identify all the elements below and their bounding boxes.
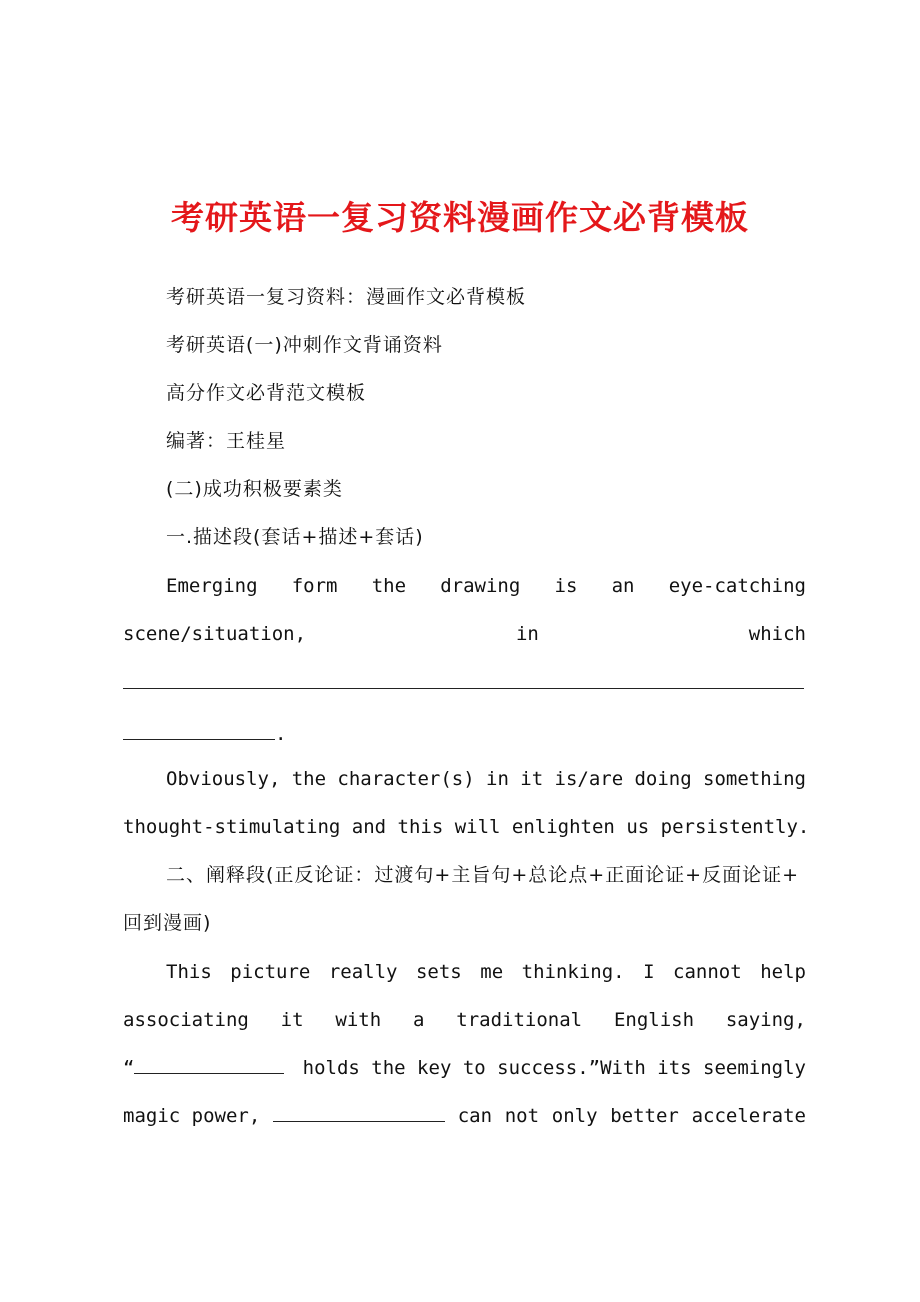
section-1-paragraph-1-line-2 — [123, 619, 806, 649]
word: doing — [634, 768, 692, 790]
section-1-paragraph-1-line-1 — [166, 571, 806, 601]
word: something — [703, 768, 806, 790]
word: not — [504, 1105, 540, 1127]
word: drawing — [440, 575, 521, 597]
line-text: holds the key to success.”With its seemingly — [302, 1057, 806, 1079]
word: This — [166, 961, 212, 983]
word: the — [291, 768, 327, 790]
word: in — [515, 623, 539, 645]
word: scene/situation, — [123, 623, 307, 645]
section-2-paragraph-1-line-2 — [123, 1005, 806, 1035]
section-1-paragraph-2-line-2: thought-stimulating and this will enlighten us persistently. — [123, 816, 810, 838]
section-2-paragraph-1-line-3 — [123, 1053, 806, 1083]
word: in — [486, 768, 509, 790]
intro-line-3: 高分作文必背范文模板 — [166, 382, 367, 404]
word: only — [551, 1105, 598, 1127]
word: picture — [230, 961, 311, 983]
category-heading: (二)成功积极要素类 — [166, 478, 343, 500]
word: Obviously, — [166, 768, 281, 790]
word: form — [291, 575, 338, 597]
fill-in-blank — [273, 1101, 445, 1122]
fill-in-blank — [134, 1053, 284, 1074]
phrase: magic power, — [123, 1105, 261, 1127]
word: traditional — [456, 1009, 583, 1031]
word: help — [760, 961, 806, 983]
word: a — [412, 1009, 425, 1031]
word: it — [280, 1009, 304, 1031]
section-2-paragraph-1-line-1 — [166, 957, 806, 987]
word: saying, — [725, 1009, 806, 1031]
section-1-paragraph-2-line-1 — [166, 764, 806, 794]
word: associating — [123, 1009, 249, 1031]
word: is/are — [554, 768, 624, 790]
word: cannot — [673, 961, 742, 983]
word: with — [335, 1009, 382, 1031]
open-quote: “ — [123, 1057, 135, 1079]
quote-with-blank — [123, 1053, 284, 1083]
fill-in-blank — [123, 719, 275, 740]
section-2-heading-line-1: 二、阐释段(正反论证：过渡句+主旨句+总论点+正面论证+反面论证+ — [166, 864, 800, 886]
word: better — [610, 1105, 679, 1127]
word: which — [748, 623, 806, 645]
word: sets — [415, 961, 462, 983]
period: . — [275, 723, 287, 745]
word: eye-catching — [668, 575, 806, 597]
word: thinking. — [521, 961, 625, 983]
word: can — [457, 1105, 493, 1127]
fill-in-blank-line — [123, 667, 804, 689]
section-1-heading: 一.描述段(套话+描述+套话) — [166, 526, 424, 548]
word: me — [480, 961, 504, 983]
word: character(s) — [337, 768, 475, 790]
word: it — [520, 768, 544, 790]
word: I — [643, 961, 655, 983]
author-line: 编著：王桂星 — [166, 430, 287, 452]
section-2-heading-line-2: 回到漫画) — [123, 912, 212, 934]
word: accelerate — [691, 1105, 806, 1127]
word: really — [328, 961, 398, 983]
intro-line-1: 考研英语一复习资料：漫画作文必背模板 — [166, 286, 527, 308]
word: the — [371, 575, 407, 597]
section-1-paragraph-1-end — [123, 719, 286, 749]
document-title: 考研英语一复习资料漫画作文必背模板 — [171, 198, 749, 237]
word: an — [611, 575, 635, 597]
section-2-paragraph-1-line-4 — [123, 1101, 806, 1131]
word: is — [554, 575, 578, 597]
word: English — [613, 1009, 695, 1031]
intro-line-2: 考研英语(一)冲刺作文背诵资料 — [166, 334, 443, 356]
word: Emerging — [166, 575, 258, 597]
